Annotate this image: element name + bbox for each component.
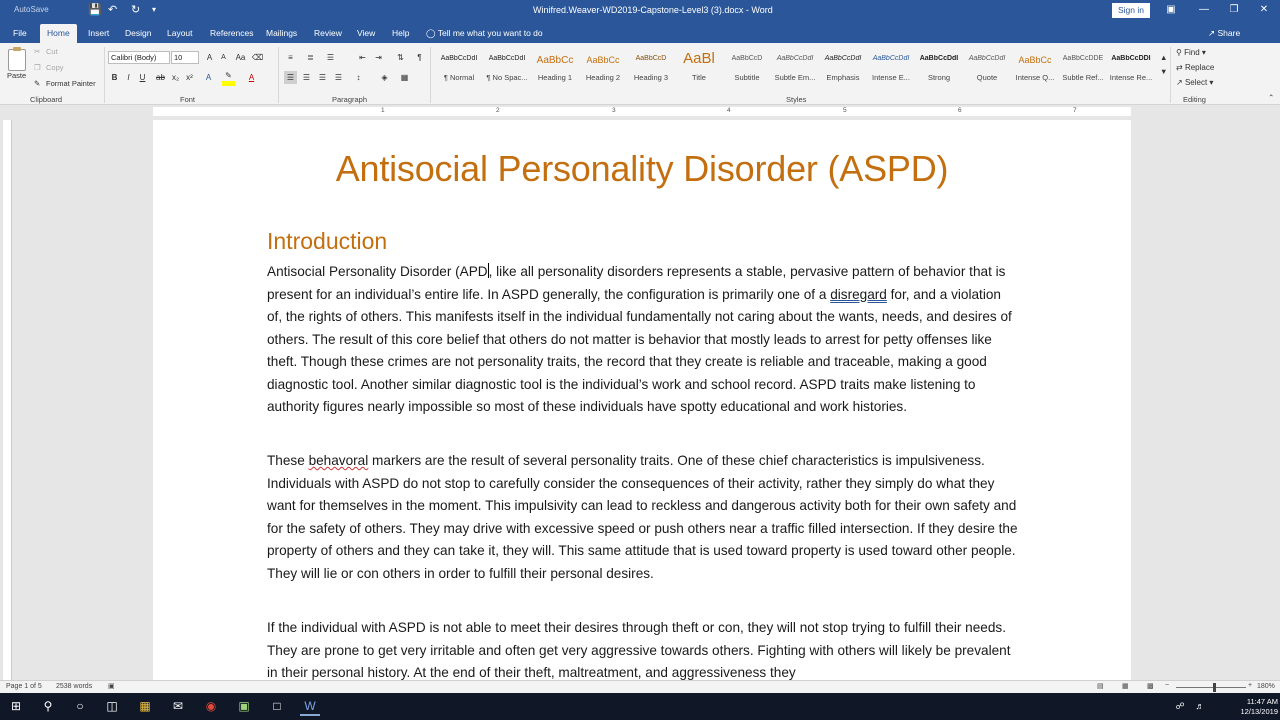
style-preview: AaBbCc	[586, 55, 620, 65]
style-preview: AaBbCc	[536, 55, 574, 66]
clear-formatting-icon[interactable]: ⌫	[251, 53, 264, 62]
cortana-icon[interactable]: ○	[76, 699, 84, 713]
zoom-in-icon[interactable]: +	[1248, 682, 1253, 689]
borders-icon[interactable]: ▦	[400, 73, 409, 82]
ruler-mark: 3	[612, 107, 616, 114]
system-clock[interactable]	[1234, 697, 1278, 717]
tab-file[interactable]: File	[13, 28, 27, 38]
style-name: Emphasis	[826, 73, 860, 82]
tell-me-label: Tell me what you want to do	[437, 28, 543, 38]
volume-icon[interactable]: ♬	[1195, 701, 1205, 711]
title-bar	[0, 0, 1280, 22]
clock-date: 12/13/2019	[1240, 707, 1278, 716]
style-name: ¶ No Spac...	[486, 73, 528, 82]
search-icon[interactable]: ⚲	[43, 699, 53, 713]
file-explorer-icon[interactable]: ▦	[139, 699, 151, 713]
italic-icon[interactable]: I	[127, 73, 130, 82]
style-preview: AaBbCcDdI	[919, 55, 959, 62]
style-preview: AaBbCcDDI	[1111, 55, 1151, 62]
search-icon: ⚲	[1176, 48, 1182, 57]
paragraph-2[interactable]	[267, 450, 1019, 585]
vertical-ruler	[3, 120, 12, 680]
select-label: Select	[1184, 78, 1208, 87]
zoom-slider[interactable]	[1176, 687, 1246, 688]
replace-button[interactable]	[1176, 63, 1214, 72]
find-button[interactable]: ⚲ Find ▾	[1176, 48, 1206, 57]
shading-icon[interactable]: ◈	[381, 73, 388, 82]
styles-scroll-up-icon[interactable]: ▲	[1160, 53, 1168, 62]
editing-group-label: Editing	[1183, 95, 1206, 104]
section-heading: Introduction	[267, 228, 388, 254]
style-preview: AaBbCcDdI	[968, 55, 1006, 62]
save-icon[interactable]: 💾	[88, 4, 102, 16]
style-name: Title	[692, 73, 706, 82]
page-count[interactable]: Page 1 of 5	[6, 683, 42, 690]
style-name: ¶ Normal	[443, 73, 475, 82]
style-subtitle[interactable]	[723, 47, 771, 89]
paragraph-group-label: Paragraph	[332, 95, 368, 104]
status-bar	[0, 680, 1280, 693]
align-center-icon[interactable]: ☰	[302, 73, 311, 82]
style-strong[interactable]	[915, 47, 963, 89]
line-spacing-icon[interactable]: ↕	[356, 73, 361, 82]
decrease-indent-icon[interactable]: ⇤	[359, 53, 366, 62]
style-name: Quote	[976, 73, 998, 82]
document-title-text: Antisocial Personality Disorder (ASPD)	[335, 148, 949, 189]
styles-scroll-down-icon[interactable]: ▼	[1160, 67, 1168, 76]
style-name: Subtitle	[734, 73, 760, 82]
tab-review[interactable]: Review	[314, 28, 342, 38]
align-left-icon[interactable]: ☰	[284, 71, 297, 84]
style-preview: AaBbCcD	[731, 55, 763, 62]
divider	[104, 47, 105, 103]
copy-icon[interactable]: ❐	[34, 63, 41, 72]
styles-gallery	[435, 47, 1155, 91]
change-case-icon[interactable]: Aa	[235, 53, 246, 62]
tell-me-search[interactable]	[426, 28, 543, 39]
find-label: Find	[1184, 48, 1200, 57]
font-name-combo[interactable]: Calibri (Body)	[108, 51, 170, 64]
style-intense-reference[interactable]	[1107, 47, 1155, 89]
collapse-ribbon-icon[interactable]: ⌃	[1268, 93, 1275, 102]
document-page[interactable]	[153, 120, 1131, 680]
web-layout-icon[interactable]: ▩	[1147, 683, 1154, 690]
shrink-font-icon[interactable]: A	[221, 54, 226, 61]
grammar-flag[interactable]: disregard	[830, 286, 887, 302]
bold-icon[interactable]: B	[111, 73, 118, 82]
style-name: Intense Q...	[1015, 73, 1055, 82]
tab-design[interactable]: Design	[125, 28, 152, 38]
minimize-icon[interactable]: —	[1199, 4, 1209, 15]
tab-insert[interactable]: Insert	[88, 28, 110, 38]
style-name: Subtle Em...	[774, 73, 816, 82]
document-title: Winifred.Weaver-WD2019-Capstone-Level3 (3).docx - Word	[533, 5, 773, 15]
style-name: Heading 3	[633, 73, 669, 82]
style-subtle-emphasis[interactable]	[771, 47, 819, 89]
restore-icon[interactable]: ❐	[1229, 4, 1239, 15]
replace-icon: ⇄	[1176, 63, 1183, 72]
style-preview: AaBbCcDdI	[872, 55, 910, 62]
network-icon[interactable]: ☍	[1175, 701, 1185, 711]
ribbon-display-options-icon[interactable]: ▣	[1166, 4, 1176, 15]
clock-time: 11:47 AM	[1246, 697, 1278, 706]
styles-group-label: Styles	[786, 95, 807, 104]
text-effects-icon[interactable]: A	[205, 73, 212, 82]
grow-font-icon[interactable]: A	[206, 53, 213, 62]
style-normal[interactable]	[435, 47, 483, 89]
paragraph-text: Antisocial Personality Disorder (APD	[267, 264, 488, 279]
word-app-icon[interactable]: W	[300, 697, 320, 716]
zoom-slider-thumb[interactable]	[1213, 683, 1216, 692]
share-label: Share	[1217, 28, 1241, 38]
paragraph-text: markers are the result of several personality traits. One of these chief characteristics is impulsiveness. Individuals with ASPD do not stop to carefully consider the consequences of their activity, rather they simply do what they want for themselves in the moment. This impulsivity can lead to reckless and dangerous activity both for their own safety and for the safety of others. They may drive with excessive speed or push others near a traffic filled intersection. If they desire the property of others and they can take it, they will. This same attitude that is used toward property is used toward other people. They will lie or con others in order to fulfill their personal desires.	[267, 453, 1018, 581]
superscript-icon[interactable]: x²	[186, 73, 193, 82]
mail-icon[interactable]: ✉	[172, 699, 184, 713]
select-arrow-icon: ↗	[1176, 78, 1183, 87]
style-heading-2[interactable]	[579, 47, 627, 89]
ruler-mark: 5	[843, 107, 847, 114]
style-preview: AaBbCcDdI	[488, 55, 526, 62]
task-view-icon[interactable]: ◫	[106, 699, 118, 713]
font-color-icon[interactable]: A	[248, 73, 255, 82]
tab-help[interactable]: Help	[392, 28, 410, 38]
paragraph-text: , like all personality disorders represents a stable, pervasive pattern of behavior that is present for an individual’s entire life. In ASPD generally, the configuration is primarily one of a	[267, 264, 1006, 302]
justify-icon[interactable]: ☰	[334, 73, 343, 82]
copy-button[interactable]: Copy	[46, 63, 64, 72]
style-preview: AaBbCcDdI	[776, 55, 814, 62]
style-preview: AaBbCcDdI	[440, 55, 478, 62]
share-button[interactable]	[1208, 28, 1240, 39]
redo-icon[interactable]: ↻	[131, 4, 141, 16]
increase-indent-icon[interactable]: ⇥	[375, 53, 382, 62]
style-name: Intense Re...	[1109, 73, 1153, 82]
font-group-label: Font	[180, 95, 196, 104]
ribbon-home	[0, 43, 1280, 105]
close-icon[interactable]: ✕	[1259, 4, 1269, 15]
undo-icon[interactable]: ↶	[108, 4, 118, 16]
paragraph-1[interactable]	[267, 261, 1019, 419]
sign-in-button[interactable]: Sign in	[1112, 3, 1150, 18]
subscript-icon[interactable]: x₂	[171, 73, 180, 82]
chrome-icon[interactable]: ◉	[205, 699, 217, 713]
paragraph-text: for, and a violation of, the rights of others. This manifests itself in the individual fundamentally not caring about the wants, needs, and desires of others. The result of this core belief that others do not matter is behavior that mostly leads to arrest for petty offenses like theft. Though these crimes are not personality traits, the record that they create is reliable and traceable, making a good diagnostic tool. Another similar diagnostic tool is the individual’s work and school record. ASPD traits make listening to authority figures nearly impossible so most of these individuals have spotty educational and work histories.	[267, 286, 1012, 414]
cut-icon[interactable]: ✂	[34, 47, 41, 56]
strikethrough-icon[interactable]: ab	[156, 73, 165, 82]
style-preview: AaBbCcDdI	[824, 55, 862, 62]
numbering-icon[interactable]: ≣	[307, 53, 314, 62]
paste-button[interactable]: Paste	[7, 71, 27, 80]
print-layout-icon[interactable]: ▦	[1122, 683, 1129, 690]
style-quote[interactable]	[963, 47, 1011, 89]
divider	[278, 47, 279, 103]
word-count[interactable]: 2538 words	[56, 683, 93, 690]
replace-label: Replace	[1184, 63, 1215, 72]
zoom-level[interactable]: 180%	[1257, 683, 1275, 690]
read-mode-icon[interactable]: ▤	[1097, 683, 1104, 690]
ribbon-tabs	[0, 22, 1280, 43]
ruler-mark: 4	[727, 107, 731, 114]
ruler-mark: 7	[1073, 107, 1077, 114]
style-preview: AaBbCc	[1018, 55, 1052, 65]
zoom-out-icon[interactable]: −	[1165, 682, 1170, 689]
style-emphasis[interactable]	[819, 47, 867, 89]
underline-icon[interactable]: U	[139, 73, 146, 82]
taskbar	[0, 693, 1280, 720]
tab-references[interactable]: References	[210, 28, 254, 38]
autosave-label[interactable]: AutoSave	[14, 5, 49, 14]
paste-icon[interactable]	[8, 49, 26, 71]
cut-button[interactable]: Cut	[46, 47, 58, 56]
style-preview: AaBbCcD	[635, 55, 667, 62]
style-heading-3[interactable]	[627, 47, 675, 89]
ruler-mark: 6	[958, 107, 962, 114]
lightbulb-icon: ◯	[426, 28, 436, 38]
style-intense-quote[interactable]	[1011, 47, 1059, 89]
format-painter-button[interactable]: Format Painter	[46, 79, 96, 88]
style-subtle-reference[interactable]	[1059, 47, 1107, 89]
windows-start-icon[interactable]: ⊞	[10, 699, 22, 713]
font-size-combo[interactable]: 10	[171, 51, 199, 64]
share-icon: ↗	[1208, 28, 1216, 38]
tab-layout[interactable]: Layout	[167, 28, 193, 38]
customize-qat-icon[interactable]: ▾	[152, 5, 157, 14]
bullets-icon[interactable]: ≡	[288, 53, 293, 62]
clipboard-group-label: Clipboard	[30, 95, 63, 104]
style-name: Strong	[927, 73, 951, 82]
divider	[430, 47, 431, 103]
tab-mailings[interactable]: Mailings	[266, 28, 298, 38]
divider	[1170, 47, 1171, 103]
select-button[interactable]: ↗ Select ▾	[1176, 78, 1214, 87]
highlighter-icon[interactable]: ✎	[225, 71, 232, 80]
style-name: Heading 2	[585, 73, 621, 82]
format-painter-icon[interactable]: ✎	[34, 79, 41, 88]
style-name: Subtle Ref...	[1062, 73, 1104, 82]
store-icon[interactable]: ▣	[238, 699, 250, 713]
snipping-tool-icon[interactable]: □	[273, 699, 281, 713]
ruler-text-area	[153, 107, 1131, 116]
ruler-mark: 1	[381, 107, 385, 114]
paragraph-3[interactable]: If the individual with ASPD is not able to meet their desires through theft or con, they will not stop trying to fulfill their needs. They are prone to get very irritable and often get very aggressive towards others. Fighting with others will likely be prevalent in their personal history. At the end of their theft, maltreatment, and aggressiveness they	[267, 620, 1011, 680]
ruler-mark: 2	[496, 107, 500, 114]
style-preview: AaBbCcDDE	[1062, 55, 1104, 62]
style-name: Intense E...	[872, 73, 910, 82]
paragraph-text: These	[267, 453, 309, 468]
multilevel-list-icon[interactable]: ☰	[326, 53, 335, 62]
style-intense-emphasis[interactable]	[867, 47, 915, 89]
style-preview: AaBl	[683, 50, 715, 67]
style-name: Heading 1	[537, 73, 573, 82]
show-formatting-icon[interactable]: ¶	[417, 53, 422, 62]
tab-view[interactable]: View	[357, 28, 376, 38]
proofing-icon[interactable]: ▣	[108, 683, 115, 690]
style-no-spacing[interactable]	[483, 47, 531, 89]
style-title[interactable]	[675, 47, 723, 89]
align-right-icon[interactable]: ☰	[318, 73, 327, 82]
sort-icon[interactable]: ⇅	[397, 53, 404, 62]
spelling-error[interactable]: behavoral	[308, 453, 369, 468]
style-heading-1[interactable]	[531, 47, 579, 89]
tab-home[interactable]: Home	[40, 24, 77, 43]
